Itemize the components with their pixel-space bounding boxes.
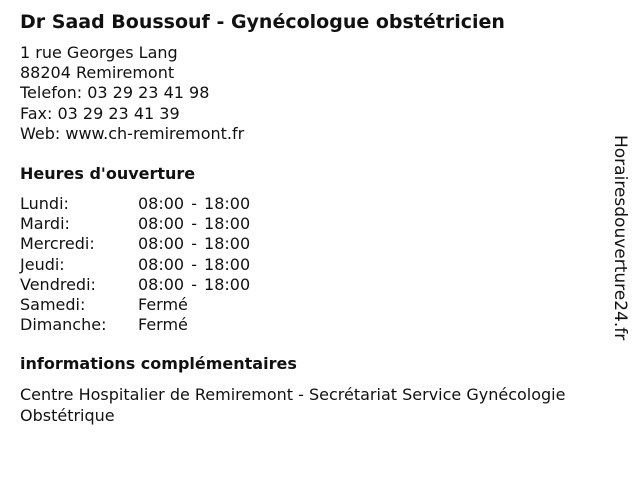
info-text: Centre Hospitalier de Remiremont - Secrétariat Service Gynécologie Obstétrique	[20, 385, 566, 425]
day-label: Mardi:	[20, 214, 70, 234]
day-hours: 08:00 - 18:00	[138, 234, 251, 254]
hours-row-sunday	[20, 315, 250, 335]
website: Web: www.ch-remiremont.fr	[20, 123, 245, 143]
hours-row-thursday	[20, 255, 250, 275]
hours-row-friday	[20, 275, 250, 295]
address-street: 1 rue Georges Lang	[20, 43, 178, 62]
hours-row-monday	[20, 194, 250, 214]
address-city: 88204 Remiremont	[20, 63, 175, 83]
day-hours: Fermé	[138, 295, 188, 315]
day-label: Samedi:	[20, 295, 86, 315]
phone-number: Telefon: 03 29 23 41 98	[20, 83, 210, 103]
day-hours: Fermé	[138, 315, 188, 335]
day-hours: 08:00 - 18:00	[138, 274, 251, 294]
day-label: Lundi:	[20, 194, 69, 213]
day-label: Vendredi:	[20, 274, 96, 294]
day-label: Dimanche:	[20, 315, 107, 335]
page-title: Dr Saad Boussouf - Gynécologue obstétricien	[20, 11, 505, 33]
hours-row-wednesday	[20, 234, 250, 254]
contact-block	[20, 43, 244, 144]
fax-number: Fax: 03 29 23 41 39	[20, 103, 180, 123]
info-heading: informations complémentaires	[20, 354, 297, 373]
hours-row-tuesday	[20, 214, 250, 234]
day-hours: 08:00 - 18:00	[138, 214, 251, 234]
day-label: Mercredi:	[20, 234, 95, 254]
site-brand-link[interactable]: Horairesdouverture24.fr	[610, 135, 630, 341]
day-hours: 08:00 - 18:00	[138, 254, 251, 274]
hours-row-saturday	[20, 295, 250, 315]
hours-heading: Heures d'ouverture	[20, 164, 196, 183]
day-hours: 08:00 - 18:00	[138, 194, 251, 213]
day-label: Jeudi:	[20, 254, 65, 274]
hours-table	[20, 194, 250, 335]
